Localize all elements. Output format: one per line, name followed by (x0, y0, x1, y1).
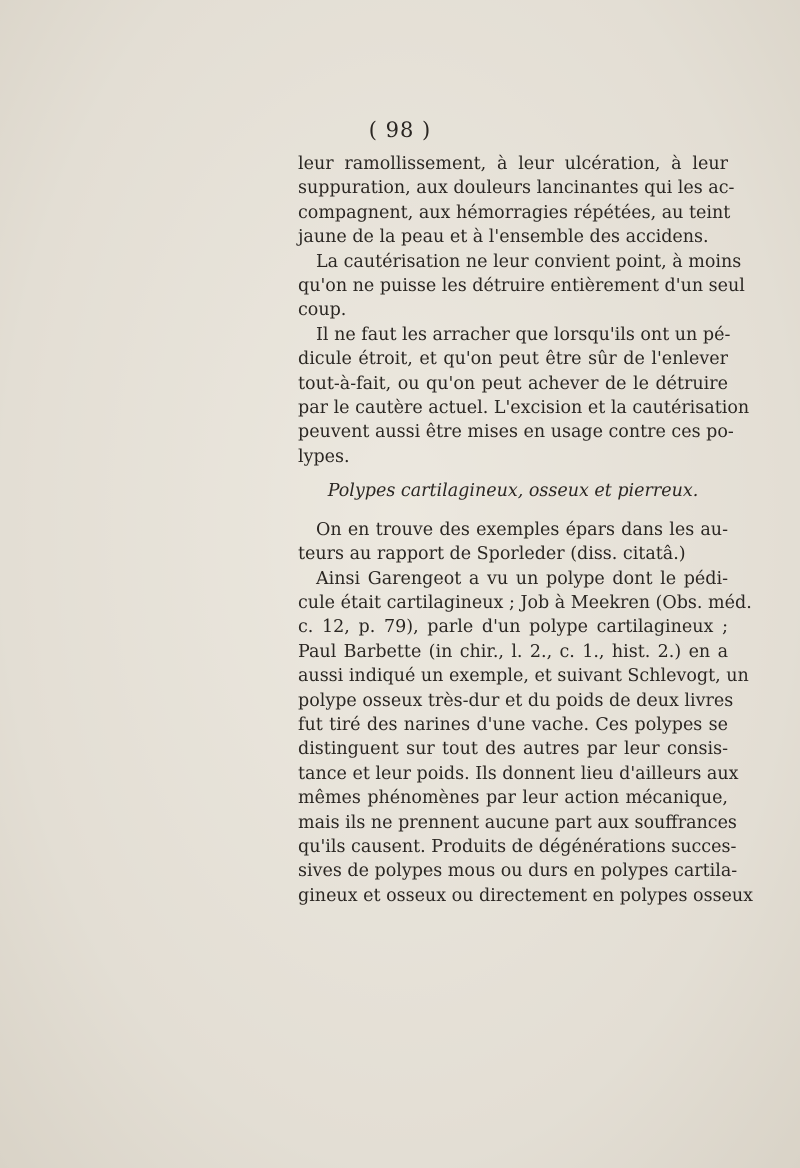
text-line: gineux et osseux ou directement en polypes osseux (298, 885, 754, 906)
text-line: On en trouve des exemples épars dans les au- (316, 519, 728, 540)
text-line: c. 12, p. 79), parle d'un polype cartilagineux ; (298, 617, 728, 638)
text-line: distinguent sur tout des autres par leur consis- (298, 739, 728, 760)
text-line: tout-à-fait, ou qu'on peut achever de le détruire (298, 373, 728, 394)
text-line: compagnent, aux hémorragies répétées, au teint (298, 202, 731, 223)
text-line: par le cautère actuel. L'excision et la cautérisation (298, 398, 750, 419)
text-line: mais ils ne prennent aucune part aux souffrances (298, 812, 737, 833)
text-line: leur ramollissement, à leur ulcération, à leur (298, 154, 728, 174)
text-line: coup. (298, 300, 347, 321)
page-number: ( 98 ) (368, 118, 432, 142)
text-line: mêmes phénomènes par leur action mécanique, (298, 788, 728, 809)
text-line: teurs au rapport de Sporleder (diss. citatâ.) (298, 544, 686, 565)
text-line: Ainsi Garengeot a vu un polype dont le pédi- (316, 568, 728, 589)
section-heading: Polypes cartilagineux, osseux et pierreux. (327, 481, 699, 502)
text-line: qu'ils causent. Produits de dégénérations succes- (298, 836, 737, 857)
text-line: dicule étroit, et qu'on peut être sûr de l'enlever (298, 349, 728, 370)
text-line: lypes. (298, 446, 350, 467)
text-line: polype osseux très-dur et du poids de deux livres (298, 690, 734, 711)
text-line: Paul Barbette (in chir., l. 2., c. 1., hist. 2.) en a (298, 641, 728, 662)
text-line: qu'on ne puisse les détruire entièrement d'un seul (298, 276, 745, 297)
text-line: tance et leur poids. Ils donnent lieu d'ailleurs aux (298, 763, 739, 784)
text-line: cule était cartilagineux ; Job à Meekren (Obs. méd. (298, 592, 752, 613)
text-line: fut tiré des narines d'une vache. Ces polypes se (298, 714, 728, 735)
text-line: La cautérisation ne leur convient point, à moins (316, 251, 742, 272)
text-line: suppuration, aux douleurs lancinantes qui les ac- (298, 178, 735, 199)
text-line: Il ne faut les arracher que lorsqu'ils ont un pé- (316, 324, 731, 345)
body-text (298, 152, 754, 908)
text-line: peuvent aussi être mises en usage contre ces po- (298, 422, 734, 443)
text-line: sives de polypes mous ou durs en polypes cartila- (298, 861, 738, 882)
text-line: jaune de la peau et à l'ensemble des accidens. (298, 227, 709, 248)
text-line: aussi indiqué un exemple, et suivant Schlevogt, un (298, 666, 749, 687)
